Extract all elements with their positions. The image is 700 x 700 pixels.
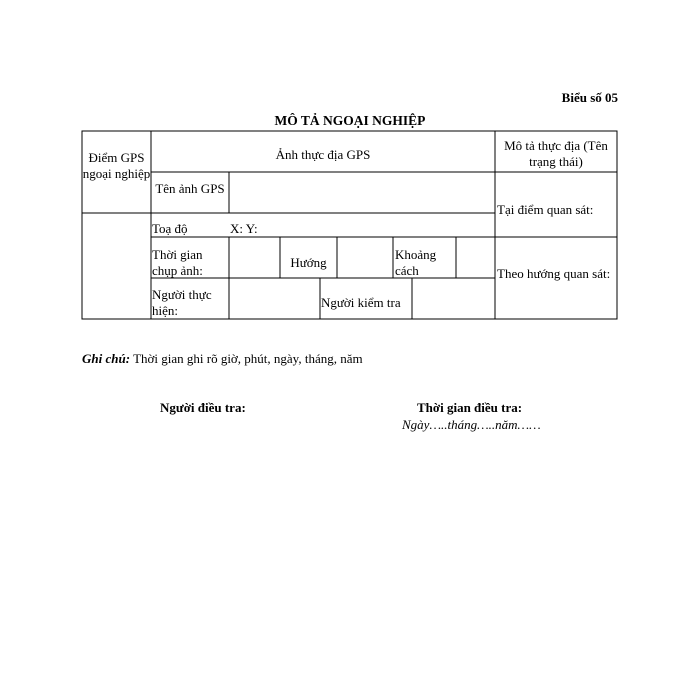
form-number: Biểu số 05 bbox=[561, 90, 618, 105]
survey-date-line: Ngày…..tháng…..năm…… bbox=[402, 417, 541, 432]
surveyor-label: Người điều tra: bbox=[160, 400, 246, 415]
cell-performer: Người thực hiện: bbox=[152, 287, 212, 318]
page-title: MÔ TẢ NGOẠI NGHIỆP bbox=[274, 113, 426, 128]
cell-coordinates: Toạ độ bbox=[152, 221, 188, 236]
cell-photo-name: Tên ảnh GPS bbox=[155, 181, 225, 196]
cell-gps-point: Điểm GPS ngoại nghiệp bbox=[82, 150, 151, 181]
cell-distance: Khoảng cách bbox=[395, 247, 437, 278]
cell-at-point: Tại điểm quan sát: bbox=[497, 202, 594, 217]
cell-inspector: Người kiểm tra bbox=[321, 295, 401, 310]
note bbox=[82, 351, 363, 367]
cell-xy: X: Y: bbox=[230, 221, 258, 236]
survey-time-label: Thời gian điều tra: bbox=[417, 400, 523, 415]
note-label: Ghi chú: bbox=[82, 351, 131, 366]
cell-gps-photo: Ảnh thực địa GPS bbox=[275, 147, 371, 162]
note-text: Thời gian ghi rõ giờ, phút, ngày, tháng, năm bbox=[133, 351, 363, 366]
cell-capture-time: Thời gian chụp ảnh: bbox=[152, 247, 203, 278]
cell-field-desc: Mô tả thực địa (Tên trạng thái) bbox=[504, 138, 608, 169]
cell-direction: Hướng bbox=[290, 255, 327, 270]
cell-by-direction: Theo hướng quan sát: bbox=[497, 266, 611, 281]
